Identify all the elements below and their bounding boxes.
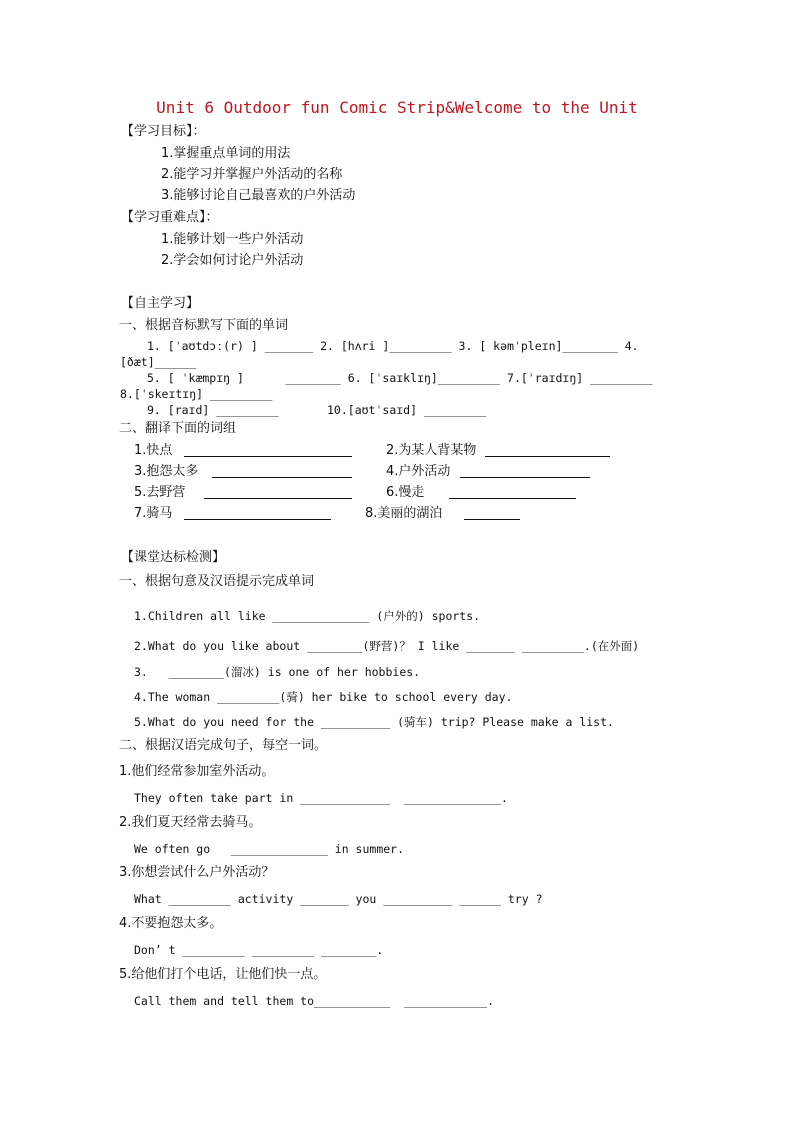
translate-item: 1.快点 (134, 443, 173, 458)
answer-blank[interactable] (449, 486, 576, 499)
phonetics-line: 9. [raɪd] _________ 10.[aʊtˈsaɪd] _________ (147, 403, 487, 417)
objective-item: 2.能学习并掌握户外活动的名称 (161, 167, 343, 182)
answer-blank[interactable] (212, 465, 352, 478)
sentence-answer-line: They often take part in _____________ ______________. (134, 791, 508, 805)
fill-words-heading: 一、根据句意及汉语提示完成单词 (119, 574, 315, 589)
phonetics-heading: 一、根据音标默写下面的单词 (119, 318, 289, 333)
answer-blank[interactable] (184, 507, 331, 520)
worksheet-title: Unit 6 Outdoor fun Comic Strip&Welcome to the Unit (156, 98, 638, 117)
keypoint-item: 1.能够计划一些户外活动 (161, 232, 304, 247)
translate-item: 6.慢走 (386, 485, 425, 500)
answer-blank[interactable] (184, 444, 352, 457)
translate-item: 8.美丽的湖泊 (365, 506, 443, 521)
answer-blank[interactable] (464, 507, 520, 520)
sentence-prompt: 4.不要抱怨太多。 (119, 916, 223, 931)
translate-item: 7.骑马 (134, 506, 173, 521)
answer-blank[interactable] (485, 444, 610, 457)
sentence-answer-line: We often go ______________ in summer. (134, 842, 405, 856)
fill-word-item: 5.What do you need for the __________ (骑车) trip? Please make a list. (134, 715, 614, 729)
translate-item: 2.为某人背某物 (386, 443, 477, 458)
objective-item: 3.能够讨论自己最喜欢的户外活动 (161, 188, 356, 203)
self-study-heading: 【自主学习】 (121, 296, 200, 311)
answer-blank[interactable] (204, 486, 352, 499)
translate-heading: 二、翻译下面的词组 (119, 421, 237, 436)
translate-item: 3.抱怨太多 (134, 464, 199, 479)
keypoint-item: 2.学会如何讨论户外活动 (161, 253, 304, 268)
sentence-prompt: 2.我们夏天经常去骑马。 (119, 815, 262, 830)
fill-word-item: 3. ________(溜冰) is one of her hobbies. (134, 665, 421, 679)
fill-word-item: 4.The woman _________(骑) her bike to school every day. (134, 690, 513, 704)
translate-item: 5.去野营 (134, 485, 186, 500)
phonetics-line: 1. [ˈaʊtdɔː(r) ] _______ 2. [hʌri ]_________ 3. [ kəmˈpleɪn]________ 4. (147, 339, 639, 353)
keypoints-heading: 【学习重难点】： (121, 210, 219, 225)
class-test-heading: 【课堂达标检测】 (121, 550, 226, 565)
objective-item: 1.掌握重点单词的用法 (161, 146, 291, 161)
sentence-prompt: 5.给他们打个电话，让他们快一点。 (119, 967, 327, 982)
objectives-heading: 【学习目标】： (121, 124, 206, 139)
sentences-heading: 二、根据汉语完成句子，每空一词。 (119, 738, 328, 753)
sentence-answer-line: Don’ t _________ _________ ________. (134, 943, 384, 957)
sentence-answer-line: What _________ activity _______ you __________ ______ try ? (134, 892, 543, 906)
phonetics-line: 5. [ ˈkæmpɪŋ ] ________ 6. [ˈsaɪklɪŋ]_________ 7.[ˈraɪdɪŋ] _________ (147, 371, 653, 385)
translate-item: 4.户外活动 (386, 464, 451, 479)
sentence-answer-line: Call them and tell them to___________ ____________. (134, 994, 495, 1008)
phonetics-line: 8.[ˈskeɪtɪŋ] _________ (120, 387, 273, 401)
sentence-prompt: 3.你想尝试什么户外活动？ (119, 865, 275, 880)
answer-blank[interactable] (460, 465, 590, 478)
fill-word-item: 1.Children all like ______________ (户外的) sports. (134, 609, 481, 623)
sentence-prompt: 1.他们经常参加室外活动。 (119, 764, 275, 779)
phonetics-line: [ðæt]______ (120, 355, 197, 369)
fill-word-item: 2.What do you like about ________(野营)？ I like _______ _________.(在外面) (134, 639, 640, 653)
